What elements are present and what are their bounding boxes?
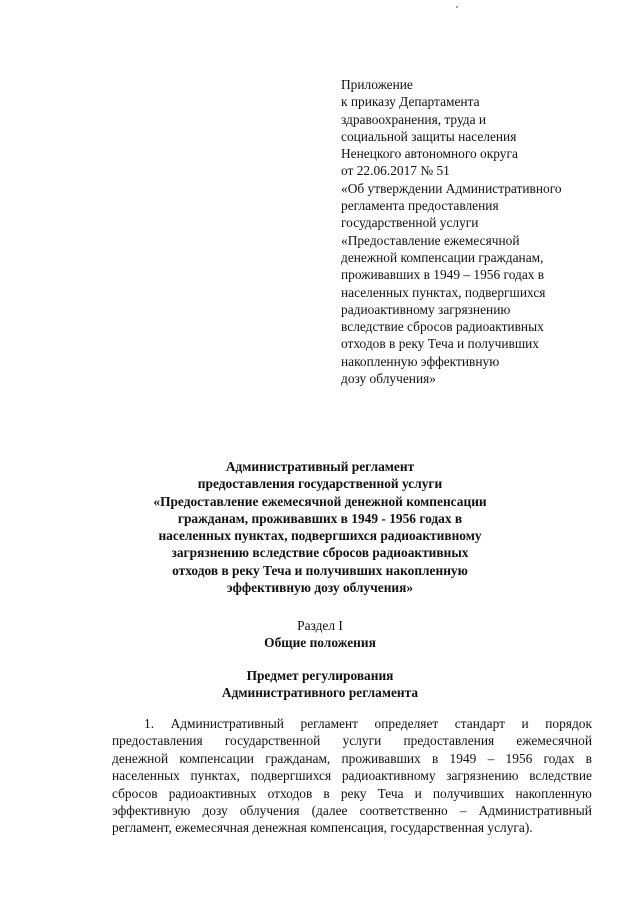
paragraph-word: предоставления — [112, 733, 203, 749]
section-heading — [60, 617, 580, 652]
appendix-line: радиоактивному загрязнению — [341, 301, 511, 317]
paragraph-word: и — [414, 785, 422, 801]
appendix-line: проживавших в 1949 – 1956 годах в — [341, 267, 545, 283]
paragraph-word: государственной — [224, 733, 321, 749]
paragraph-word: в — [431, 750, 439, 766]
appendix-line: социальной защиты населения — [341, 128, 517, 144]
paragraph-line — [112, 767, 592, 784]
paragraph-word: облучения — [239, 803, 300, 819]
appendix-line: «Об утверждении Административного — [341, 180, 562, 196]
paragraph-line — [112, 750, 592, 767]
paragraph-word: 1956 — [505, 750, 533, 766]
appendix-line: Ненецкого автономного округа — [341, 146, 518, 162]
paragraph-word: вследствие — [529, 768, 592, 784]
appendix-line: накопленную эффективную — [341, 353, 500, 369]
appendix-line: отходов в реку Теча и получивших — [341, 336, 539, 352]
paragraph-word: денежной — [112, 750, 169, 766]
appendix-line: от 22.06.2017 № 51 — [341, 163, 450, 179]
appendix-line: дозу облучения» — [341, 371, 436, 387]
paragraph-word: Административный — [170, 716, 284, 731]
paragraph-word: стандарт — [454, 716, 505, 731]
paragraph-word: радиоактивных — [168, 785, 257, 801]
paragraph-word: сбросов — [112, 785, 158, 801]
paragraph-word: проживавших — [341, 750, 421, 766]
appendix-block — [341, 76, 601, 387]
paragraph-word: населенных — [112, 768, 180, 784]
paragraph-line — [112, 802, 592, 819]
paragraph-word: в — [585, 750, 592, 766]
appendix-line: к приказу Департамента — [341, 94, 480, 110]
paragraph-line: регламент, ежемесячная денежная компенсация, государственная услуга). — [112, 820, 533, 836]
title-line: отходов в реку Теча и получивших накопленную — [172, 562, 468, 578]
paragraph-word: Административный — [478, 803, 592, 819]
document-title — [60, 458, 580, 596]
paragraph-word: – — [459, 803, 467, 819]
title-line: населенных пунктах, подвергшихся радиоактивному — [158, 528, 482, 544]
paragraph-line — [112, 715, 592, 732]
paragraph-word: получивших — [432, 785, 505, 801]
paragraph-word: радиоактивному — [341, 768, 436, 784]
subject-heading — [60, 667, 580, 702]
appendix-line: государственной услуги — [341, 215, 479, 231]
paragraph-word: и — [521, 716, 529, 731]
paragraph-word: загрязнению — [446, 768, 519, 784]
subject-line: Предмет регулирования — [246, 668, 394, 683]
appendix-line: денежной компенсации гражданам, — [341, 249, 544, 265]
paragraph-1 — [112, 715, 592, 837]
paragraph-word: услуги — [342, 733, 382, 749]
paragraph-word: ежемесячной — [516, 733, 592, 749]
paragraph-word: определяет — [374, 716, 439, 731]
title-line: загрязнению вследствие сбросов радиоактивных — [171, 545, 469, 561]
title-line: эффективную дозу облучения» — [226, 580, 414, 596]
paragraph-word: гражданам, — [265, 750, 331, 766]
appendix-line: здравоохранения, труда и — [341, 111, 487, 127]
paragraph-word: (далее — [311, 803, 348, 819]
appendix-line: населенных пунктах, подвергшихся — [341, 284, 546, 300]
section-name: Общие положения — [264, 635, 376, 651]
paragraph-word: соответственно — [359, 803, 448, 819]
paragraph-word: Теча — [377, 785, 404, 801]
paragraph-line — [112, 785, 592, 802]
paragraph-word: 1. — [144, 716, 155, 731]
title-line: Административный регламент — [225, 459, 415, 474]
subject-line: Административного регламента — [221, 685, 419, 701]
paragraph-word: накопленную — [515, 785, 592, 801]
paragraph-word: компенсации — [179, 750, 254, 766]
paragraph-word: подвергшихся — [250, 768, 332, 784]
paragraph-line — [112, 732, 592, 749]
paragraph-word: дозу — [202, 803, 228, 819]
title-line: гражданам, проживавших в 1949 - 1956 годах в — [177, 510, 463, 526]
paragraph-word: в — [323, 785, 330, 801]
paragraph-word: пунктах, — [190, 768, 240, 784]
scan-dot — [456, 6, 458, 8]
title-line: «Предоставление ежемесячной денежной компенсации — [153, 493, 487, 509]
appendix-line: Приложение — [341, 77, 413, 92]
paragraph-word: эффективную — [112, 803, 191, 819]
paragraph-word: регламент — [300, 716, 359, 731]
title-line: предоставления государственной услуги — [197, 476, 443, 492]
appendix-line: вследствие сбросов радиоактивных — [341, 319, 544, 335]
paragraph-word: отходов — [267, 785, 313, 801]
paragraph-word: порядок — [545, 716, 592, 731]
appendix-line: «Предоставление ежемесячной — [341, 232, 520, 248]
appendix-line: регламента предоставления — [341, 198, 499, 214]
paragraph-word: 1949 — [449, 750, 477, 766]
paragraph-word: – — [487, 750, 495, 766]
paragraph-word: реку — [340, 785, 367, 801]
paragraph-word: предоставления — [403, 733, 495, 749]
paragraph-word: годах — [543, 750, 575, 766]
section-number: Раздел I — [297, 618, 343, 633]
